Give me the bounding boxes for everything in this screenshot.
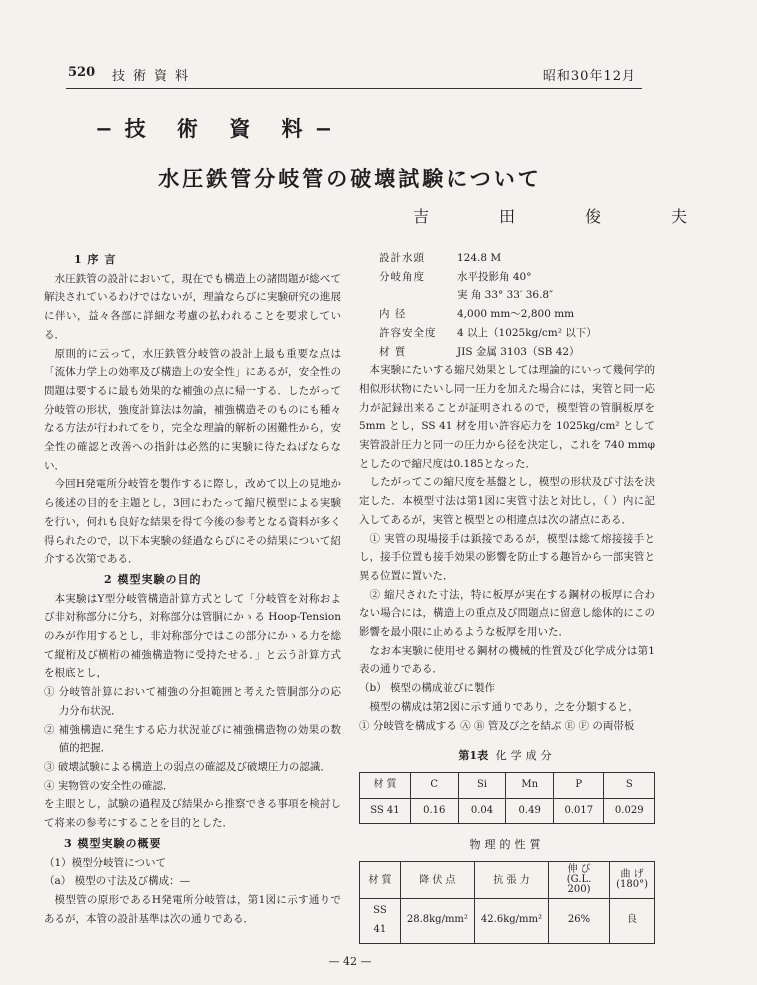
author-name: 吉田俊夫 (413, 207, 757, 226)
spec-value: 4 以上（1025kg/cm² 以下） (457, 326, 597, 339)
paragraph: 原則的に云って，水圧鉄管分岐管の設計上最も重要な点は「流体力学上の効率及び構造上の安全性」にあるが，安全性の問題は要するに最も効果的な補強の点に帰一する．したがって分岐管の形状，強度計算法は勿論，補強構造そのものにも種々なる方法が行われてをり，完全な理論的解析の困難性から，安全性の確認と改善への指針は必然的に実験に待たねばならない． (44, 347, 341, 472)
paragraph: を主眼とし，試験の過程及び結果から推察できる事項を検討して将来の参考にすることを目的とした． (44, 798, 341, 830)
header-rule (66, 88, 642, 89)
table-header: P (554, 772, 604, 798)
list-item: ③ 破壊試験による構造上の弱点の確認及び破壊圧力の認識． (44, 760, 331, 773)
article-title: 水圧鉄管分岐管の破壊試験について (158, 166, 542, 191)
table-header: C (410, 772, 458, 798)
table2-caption: 物理的性質 (469, 838, 545, 852)
list-item: ④ 実物管の安全性の確認． (44, 779, 174, 792)
table-cell: 0.029 (604, 798, 655, 824)
header-line: (G.L. 200) (566, 874, 592, 896)
table-cell: 良 (610, 899, 655, 943)
table-header (610, 862, 655, 899)
table-header: Mn (506, 772, 554, 798)
list-item: ② 縮尺された寸法，特に板厚が実在する鋼材の板厚に合わない場合には，構造上の重点及び問題点に留意し総体的にこの影響を最小限に止めるような板厚を用いた． (359, 588, 655, 639)
subheading: （b） 模型の構成並びに製作 (359, 682, 496, 695)
header-date: 昭和30年12月 (542, 69, 636, 84)
chemical-composition-table (359, 772, 655, 824)
table-cell: 0.16 (410, 798, 458, 824)
table-row (360, 798, 655, 824)
spec-value: 4,000 mm〜2,800 mm (457, 308, 575, 321)
table-cell: SS 41 (360, 899, 401, 943)
list-item: ① 実管の現場接手は鋲接であるが，模型は総て熔接接手とし，接手位置も接手効果の影響を防止する趣旨から一部実管と異る位置に置いた． (359, 532, 655, 582)
subheading: （a） 模型の寸法及び構成：— (44, 875, 191, 888)
table-cell: 0.49 (506, 798, 554, 824)
table-cell: 28.8kg/mm² (400, 899, 474, 943)
spec-key: 設計水頭 (379, 252, 425, 264)
list-item: ② 補強構造に発生する応力状況並びに補強構造物の効果の数値的把握． (44, 723, 341, 755)
spec-key: 許容安全度 (379, 326, 437, 339)
table-header: 降 伏 点 (400, 862, 474, 899)
table-header: 材 質 (360, 772, 411, 798)
left-column (44, 249, 341, 928)
section-label: −技 術 資 料− (95, 116, 345, 141)
table-header: Si (458, 772, 506, 798)
table1-number: 第1表 (458, 749, 489, 763)
spec-key: 分岐角度 (379, 270, 425, 283)
paragraph: 模型の構成は第2図に示す通りであり，之を分類すると， (369, 700, 639, 713)
spec-value: 124.8 M (457, 252, 502, 264)
table-header: 抗 張 力 (474, 862, 548, 899)
spec-key: 内 径 (379, 308, 407, 321)
paragraph: したがってこの縮尺度を基盤とし，模型の形状及び寸法を決定した．本模型寸法は第1図に実管寸法と対比し，（ ）内に記入してあるが，実管と模型との相違点は次の諸点にある． (359, 476, 655, 526)
header-line: 曲 げ (620, 869, 644, 881)
paragraph: 今回H発電所分岐管を製作するに際し，改めて以上の見地から後述の目的を主題とし，3回にわたって縮尺模型による実験を行い，何れも良好な結果を得て今後の参考となる資料が多く得られたので，以下本実験の経過ならびにその結果について紹介する次第である． (44, 478, 341, 566)
table-row (360, 899, 655, 943)
spec-key (379, 286, 457, 305)
table-cell: 42.6kg/mm² (474, 899, 548, 943)
list-item: ① 分岐管を構成する Ⓐ Ⓑ 管及び之を結ぶ Ⓔ Ⓕ の両帯板 (359, 719, 635, 732)
paragraph: 本実験にたいする縮尺効果としては理論的にいって幾何学的相似形状物にたいし同一圧力を加えた場合には，実管と同一応力が記録出来ることが証明されるので，模型管の管胴板厚を 5mm とし，SS 41 材を用い許容応力を 1025kg/cm² として実管設計圧力と同一の圧力から径を決定し，これを 740 mmφ としたので縮尺度は0.185となった． (359, 364, 655, 470)
list-item: ① 分岐管計算において補強の分担範囲と考えた管胴部分の応力分布状況． (44, 686, 341, 717)
heading-introduction: 1 序 言 (74, 253, 117, 266)
footer-page-number: — 42 — (328, 955, 372, 968)
heading-overview: 3 模型実験の概要 (64, 836, 162, 850)
paragraph: 模型管の原形であるH発電所分岐管は，第1図に示す通りであるが，本管の設計基準は次の通りである． (44, 893, 341, 925)
table-cell: 0.04 (458, 798, 506, 824)
header-line: 伸 び (567, 864, 591, 876)
paragraph: 本実験はY型分岐管構造計算方式として「分岐管を対称および非対称部分に分ち，対称部分は管胴にかゝる Hoop-Tension のみが作用するとし，非対称部分ではこの部分にかゝる力を総て縦桁及び横桁の補強構造物に受持たせる．」と云う計算方式を根底とし， (44, 592, 341, 680)
spec-value: 実 角 33° 33′ 36.8″ (457, 289, 554, 302)
header-line: (180°) (616, 879, 648, 891)
paragraph: なお本実験に使用せる鋼材の機械的性質及び化学成分は第1表の通りである． (359, 644, 655, 676)
spec-value: 水平投影角 40° (457, 270, 532, 283)
table-cell: 0.017 (554, 798, 604, 824)
table-header: S (604, 772, 655, 798)
spec-value: JIS 金属 3103（SB 42） (457, 345, 580, 358)
design-spec-list (379, 249, 655, 361)
physical-properties-table (359, 861, 655, 943)
table-cell: SS 41 (360, 798, 411, 824)
header-page-number: 520 (68, 65, 96, 80)
paragraph: 水圧鉄管の設計において，現在でも構造上の諸問題が総べて解決されているわけではないが，理論ならびに実験研究の進展に伴い，益々各部に詳細な考慮の払われることを要求している． (44, 272, 341, 341)
header-journal-name: 技術資料 (112, 69, 197, 84)
table-header: 材 質 (360, 862, 401, 899)
table-header (549, 862, 610, 899)
table1-caption (359, 747, 655, 766)
right-column (359, 249, 655, 944)
table-cell: 26% (549, 899, 610, 943)
subheading: （1）模型分岐管について (44, 856, 166, 869)
spec-key: 材 質 (379, 345, 407, 358)
heading-purpose: 2 模型実験の目的 (104, 572, 202, 586)
table1-title: 化学成分 (495, 749, 556, 763)
